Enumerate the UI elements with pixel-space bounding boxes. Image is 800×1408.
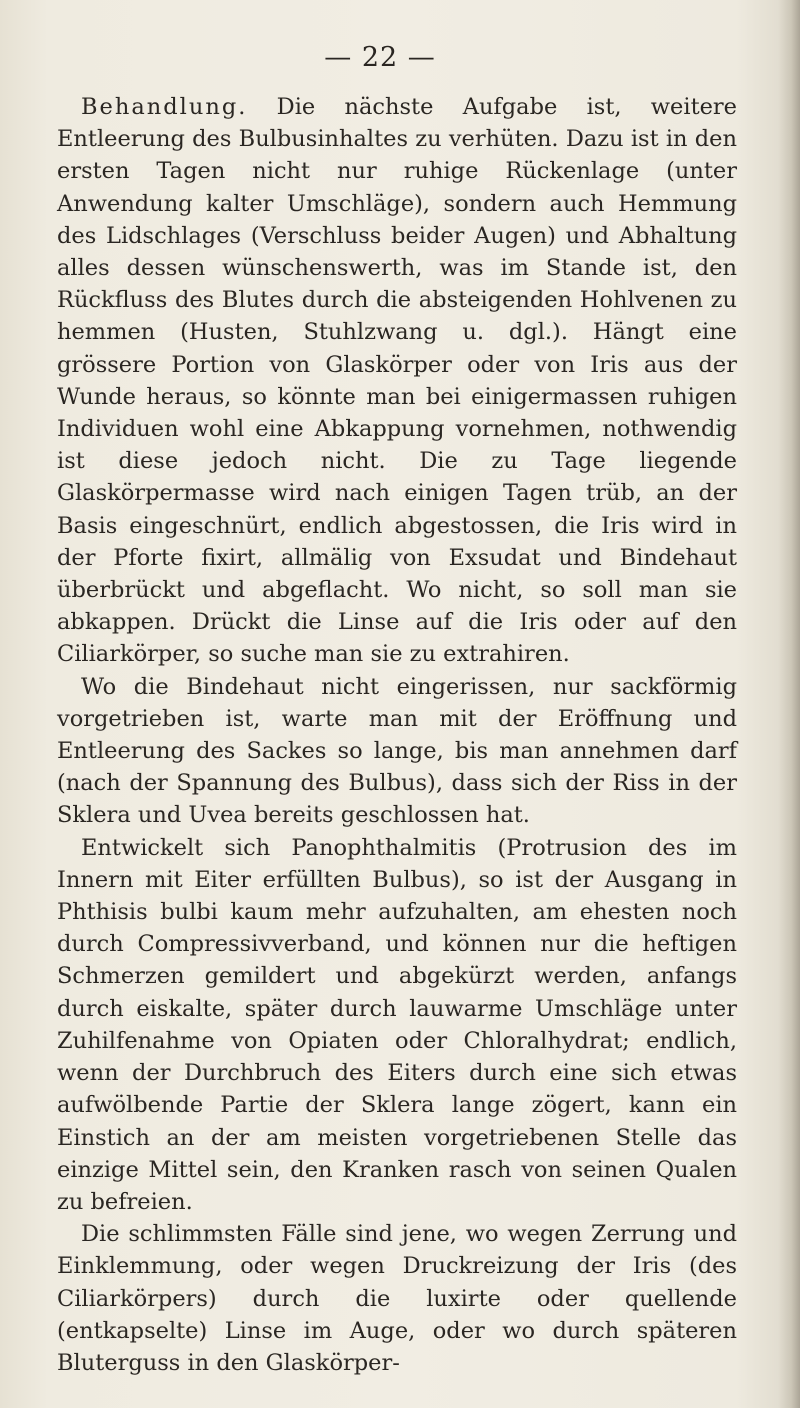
body-text xyxy=(57,91,737,1379)
section-heading: Behandlung. xyxy=(81,94,248,120)
paragraph-4: Die schlimmsten Fälle sind jene, wo wegen Zerrung und Einklemmung, oder wegen Druckreizung der Iris (des Ciliarkörpers) durch die luxirte oder quellende (entkapselte) Linse im Auge, oder wo durch späteren Bluterguss in den Glaskörper- xyxy=(57,1221,737,1376)
page-edge-shadow xyxy=(778,0,800,1408)
paragraph-1-text: Die nächste Aufgabe ist, weitere Entleerung des Bulbusinhaltes zu verhüten. Dazu ist in den ersten Tagen nicht nur ruhige Rückenlage (unter Anwendung kalter Umschläge), sondern auch Hemmung des Lidschlages (Verschluss beider Augen) und Abhaltung alles dessen wünschenswerth, was im Stande ist, den Rückfluss des Blutes durch die absteigenden Hohlvenen zu hemmen (Husten, Stuhlzwang u. dgl.). Hängt eine grössere Portion von Glaskörper oder von Iris aus der Wunde heraus, so könnte man bei einigermassen ruhigen Individuen wohl eine Abkappung vornehmen, nothwendig ist diese jedoch nicht. Die zu Tage liegende Glaskörpermasse wird nach einigen Tagen trüb, an der Basis eingeschnürt, endlich abgestossen, die Iris wird in der Pforte fixirt, allmälig von Exsudat und Bindehaut überbrückt und abgeflacht. Wo nicht, so soll man sie abkappen. Drückt die Linse auf die Iris oder auf den Ciliarkörper, so suche man sie zu extrahiren. xyxy=(57,94,737,668)
paragraph-1 xyxy=(57,91,737,671)
paragraph-3: Entwickelt sich Panophthalmitis (Protrusion des im Innern mit Eiter erfüllten Bulbus), so ist der Ausgang in Phthisis bulbi kaum mehr aufzuhalten, am ehesten noch durch Compressivverband, und können nur die heftigen Schmerzen gemildert und abgekürzt werden, anfangs durch eiskalte, später durch lauwarme Umschläge unter Zuhilfenahme von Opiaten oder Chloralhydrat; endlich, wenn der Durchbruch des Eiters durch eine sich etwas aufwölbende Partie der Sklera lange zögert, kann ein Einstich an der am meisten vorgetriebenen Stelle das einzige Mittel sein, den Kranken rasch von seinen Qualen zu befreien. xyxy=(57,834,737,1215)
paragraph-2: Wo die Bindehaut nicht eingerissen, nur sackförmig vorgetrieben ist, warte man mit der Eröffnung und Entleerung des Sackes so lange, bis man annehmen darf (nach der Spannung des Bulbus), dass sich der Riss in der Sklera und Uvea bereits geschlossen hat. xyxy=(57,673,737,829)
page-number: — 22 — xyxy=(324,42,436,73)
